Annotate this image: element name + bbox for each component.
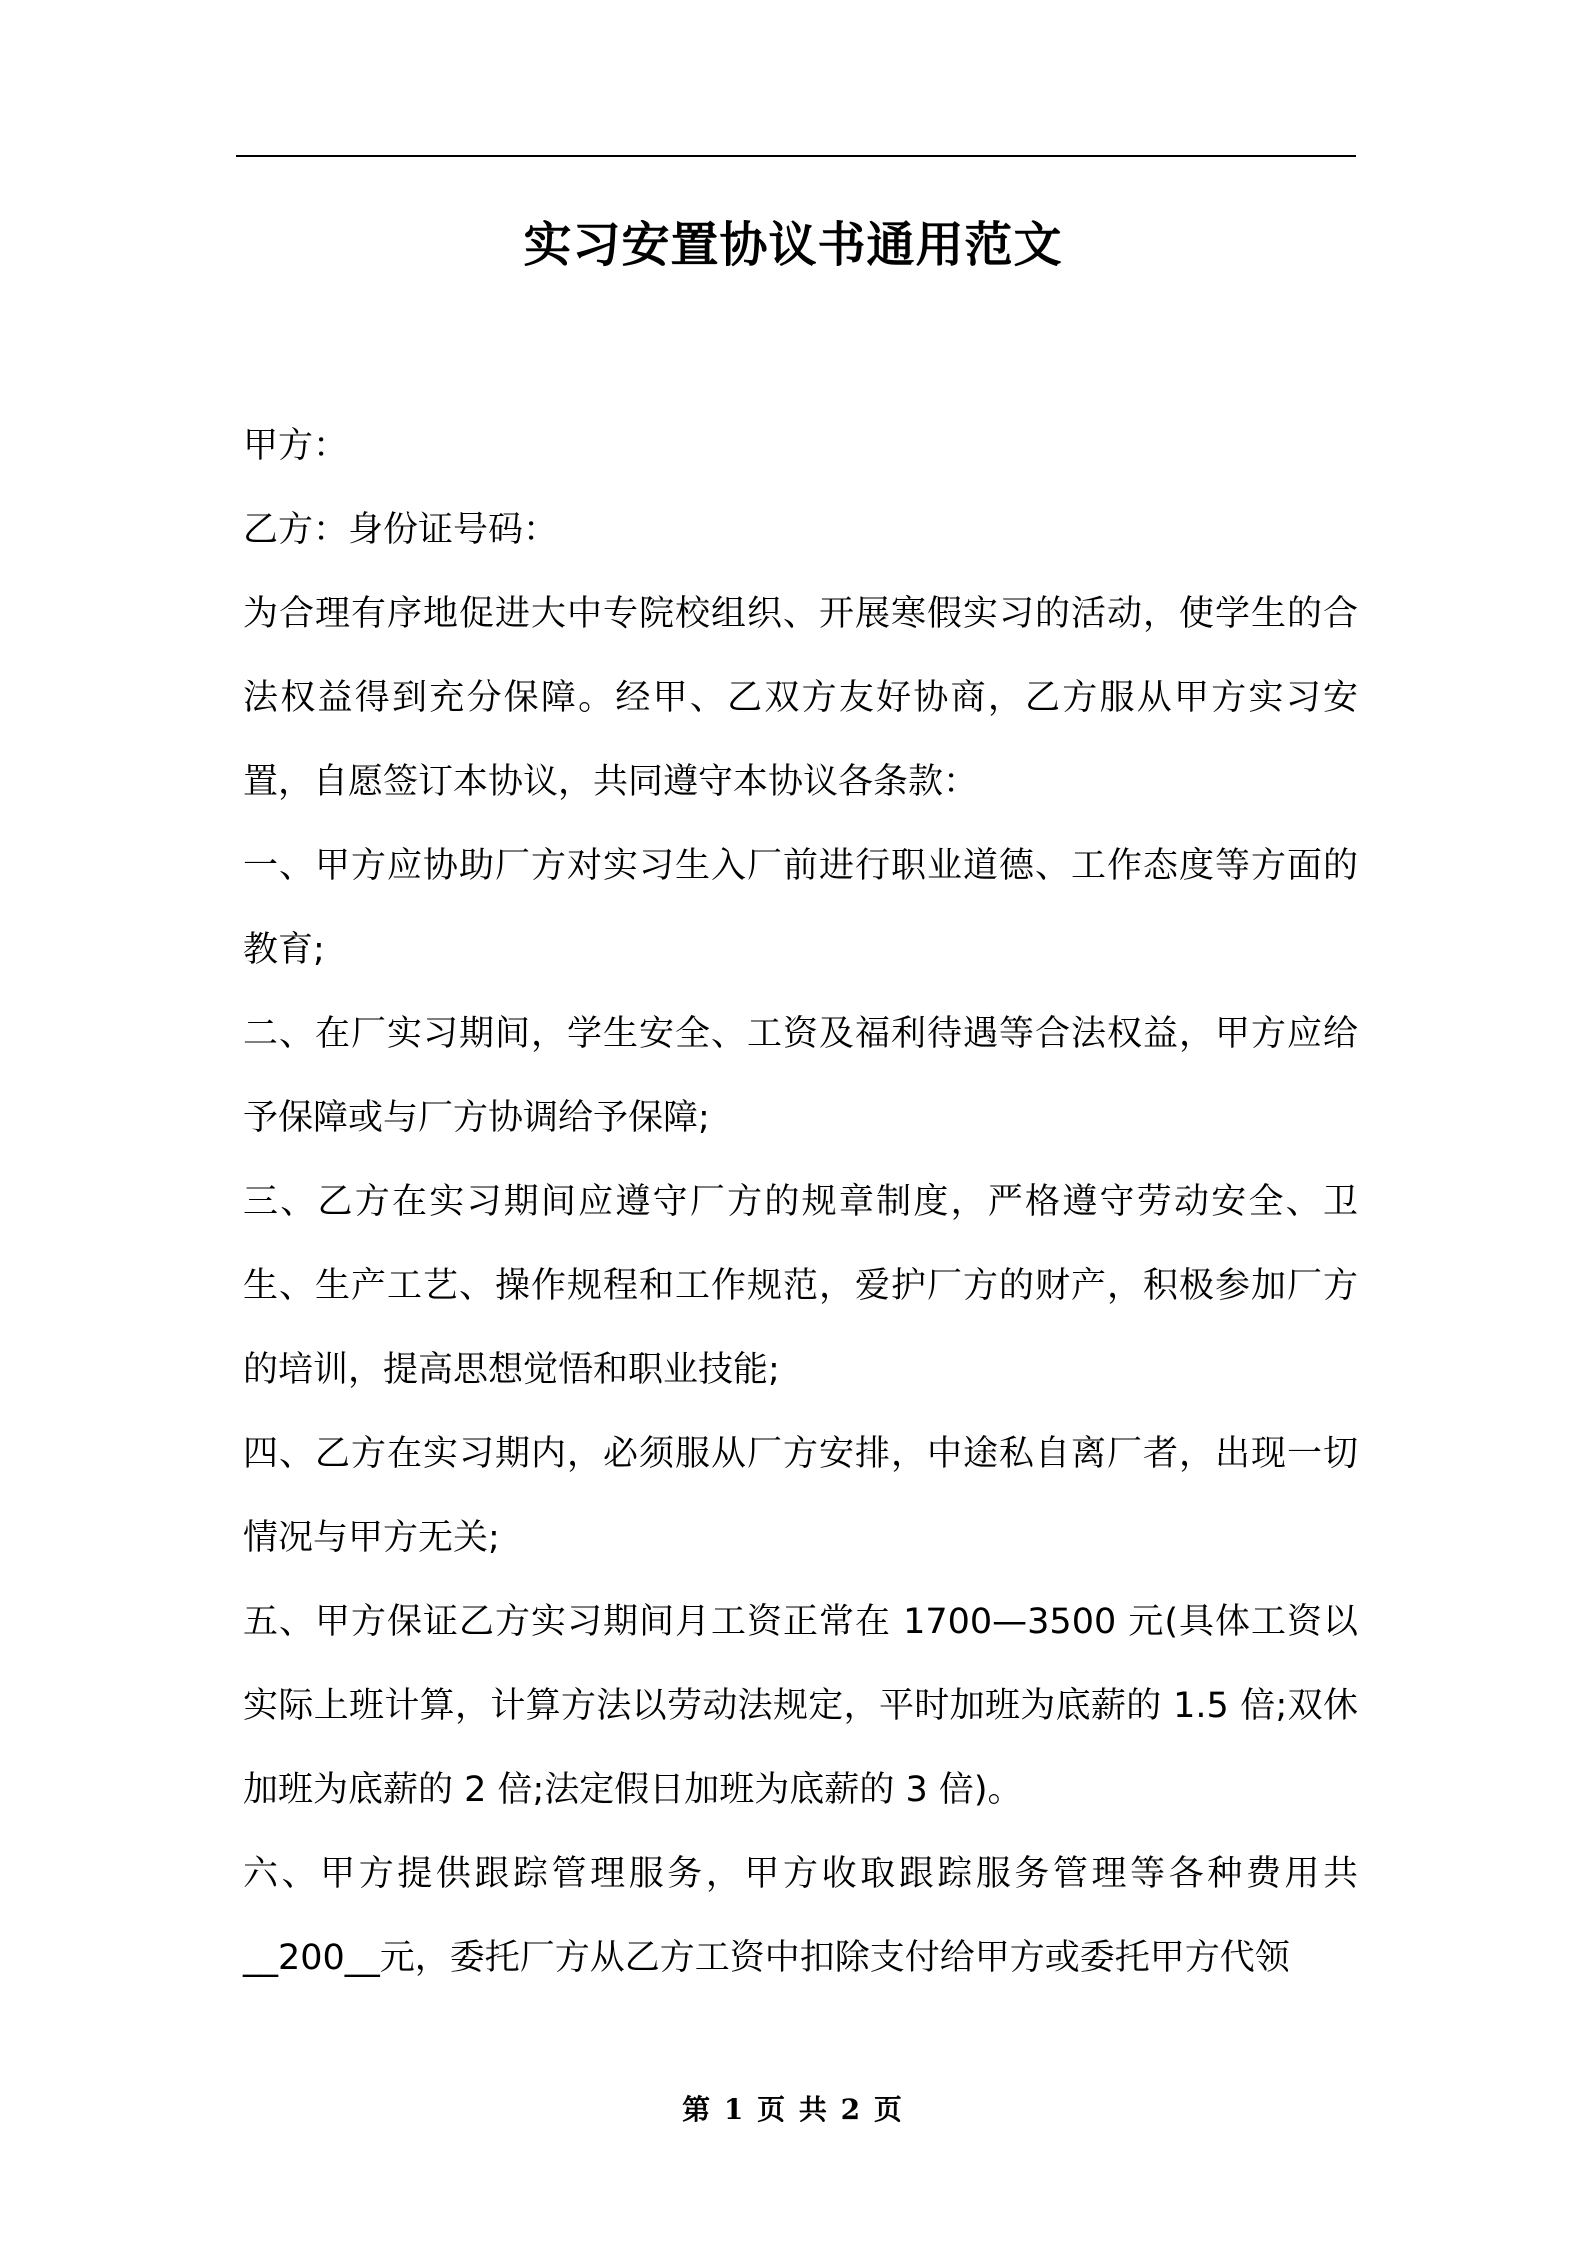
clause-6: 六、甲方提供跟踪管理服务，甲方收取跟踪服务管理等各种费用共__200__元，委托厂方从乙方工资中扣除支付给甲方或委托甲方代领 — [243, 1854, 1358, 1978]
intro-paragraph: 为合理有序地促进大中专院校组织、开展寒假实习的活动，使学生的合法权益得到充分保障。经甲、乙双方友好协商，乙方服从甲方实习安置，自愿签订本协议，共同遵守本协议各条款： — [243, 594, 1358, 802]
clause-3: 三、乙方在实习期间应遵守厂方的规章制度，严格遵守劳动安全、卫生、生产工艺、操作规程和工作规范，爱护厂方的财产，积极参加厂方的培训，提高思想觉悟和职业技能; — [243, 1182, 1358, 1390]
document-body — [243, 404, 1358, 2000]
clause-2: 二、在厂实习期间，学生安全、工资及福利待遇等合法权益，甲方应给予保障或与厂方协调给予保障; — [243, 1014, 1358, 1138]
header-rule — [236, 155, 1356, 157]
party-a-line: 甲方： — [243, 426, 349, 466]
clause-4: 四、乙方在实习期内，必须服从厂方安排，中途私自离厂者，出现一切情况与甲方无关; — [243, 1434, 1358, 1558]
document-title: 实习安置协议书通用范文 — [523, 217, 1063, 273]
page-number-label: 第 1 页 共 2 页 — [682, 2093, 904, 2126]
clause-5: 五、甲方保证乙方实习期间月工资正常在 1700—3500 元(具体工资以实际上班计算，计算方法以劳动法规定，平时加班为底薪的 1.5 倍;双休加班为底薪的 2 倍;法定假日加班为底薪的 3 倍)。 — [243, 1602, 1358, 1810]
page-footer — [0, 2090, 1586, 2130]
party-b-line: 乙方：身份证号码： — [243, 510, 559, 550]
clause-1: 一、甲方应协助厂方对实习生入厂前进行职业道德、工作态度等方面的教育; — [243, 846, 1358, 970]
